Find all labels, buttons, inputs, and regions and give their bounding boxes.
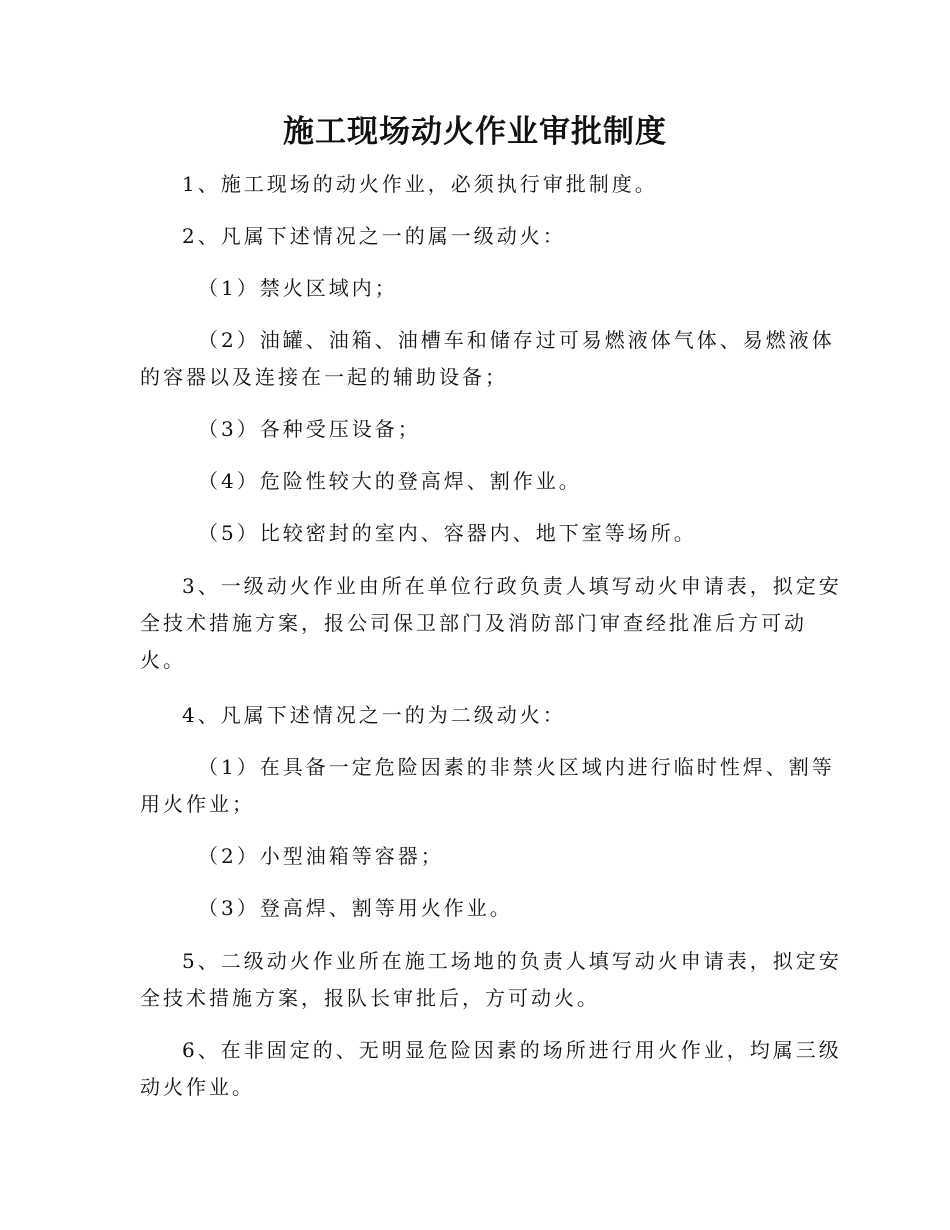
- paragraph-3: [140, 568, 842, 679]
- paragraph-2-item-4: [140, 463, 810, 500]
- paragraph-line: 4、凡属下述情况之一的为二级动火：: [182, 703, 566, 727]
- paragraph-line: （5）比较密封的室内、容器内、地下室等场所。: [198, 521, 697, 545]
- paragraph-line: 全技术措施方案，报队长审批后，方可动火。: [140, 986, 600, 1010]
- paragraph-4-item-3: [140, 890, 810, 927]
- paragraph-line: （3）各种受压设备；: [198, 417, 421, 441]
- paragraph-line: （1）禁火区域内；: [198, 276, 398, 300]
- paragraph-line: 6、在非固定的、无明显危险因素的场所进行用火作业，均属三级: [182, 1038, 842, 1062]
- paragraph-line: （4）危险性较大的登高焊、割作业。: [198, 469, 582, 493]
- paragraph-2: [140, 218, 810, 255]
- paragraph-line: 5、二级动火作业所在施工场地的负责人填写动火申请表，拟定安: [182, 949, 842, 973]
- paragraph-5: [140, 943, 842, 1017]
- paragraph-line: 的容器以及连接在一起的辅助设备；: [140, 365, 508, 389]
- paragraph-6: [140, 1032, 842, 1106]
- paragraph-2-item-2: [140, 322, 835, 396]
- paragraph-line: （2）小型油箱等容器；: [198, 844, 444, 868]
- paragraph-4-item-1: [140, 749, 835, 823]
- paragraph-4: [140, 697, 810, 734]
- paragraph-line: （1）在具备一定危险因素的非禁火区域内进行临时性焊、割等: [198, 755, 835, 779]
- paragraph-2-item-3: [140, 411, 810, 448]
- paragraph-line: （2）油罐、油箱、油槽车和储存过可易燃液体气体、易燃液体: [198, 328, 835, 352]
- paragraph-line: 2、凡属下述情况之一的属一级动火：: [182, 224, 566, 248]
- paragraph-line: 3、一级动火作业由所在单位行政负责人填写动火申请表，拟定安: [182, 574, 842, 598]
- paragraph-2-item-5: [140, 515, 810, 552]
- paragraph-line: （3）登高焊、割等用火作业。: [198, 896, 513, 920]
- paragraph-line: 1、施工现场的动火作业，必须执行审批制度。: [182, 172, 658, 196]
- paragraph-4-item-2: [140, 838, 810, 875]
- document-title: 施工现场动火作业审批制度: [283, 114, 667, 150]
- paragraph-2-item-1: [140, 270, 810, 307]
- paragraph-line: 火。: [140, 648, 186, 672]
- paragraph-line: 全技术措施方案，报公司保卫部门及消防部门审查经批准后方可动: [140, 611, 807, 635]
- paragraph-line: 动火作业。: [140, 1075, 255, 1099]
- paragraph-1: [140, 166, 810, 203]
- paragraph-line: 用火作业；: [140, 792, 255, 816]
